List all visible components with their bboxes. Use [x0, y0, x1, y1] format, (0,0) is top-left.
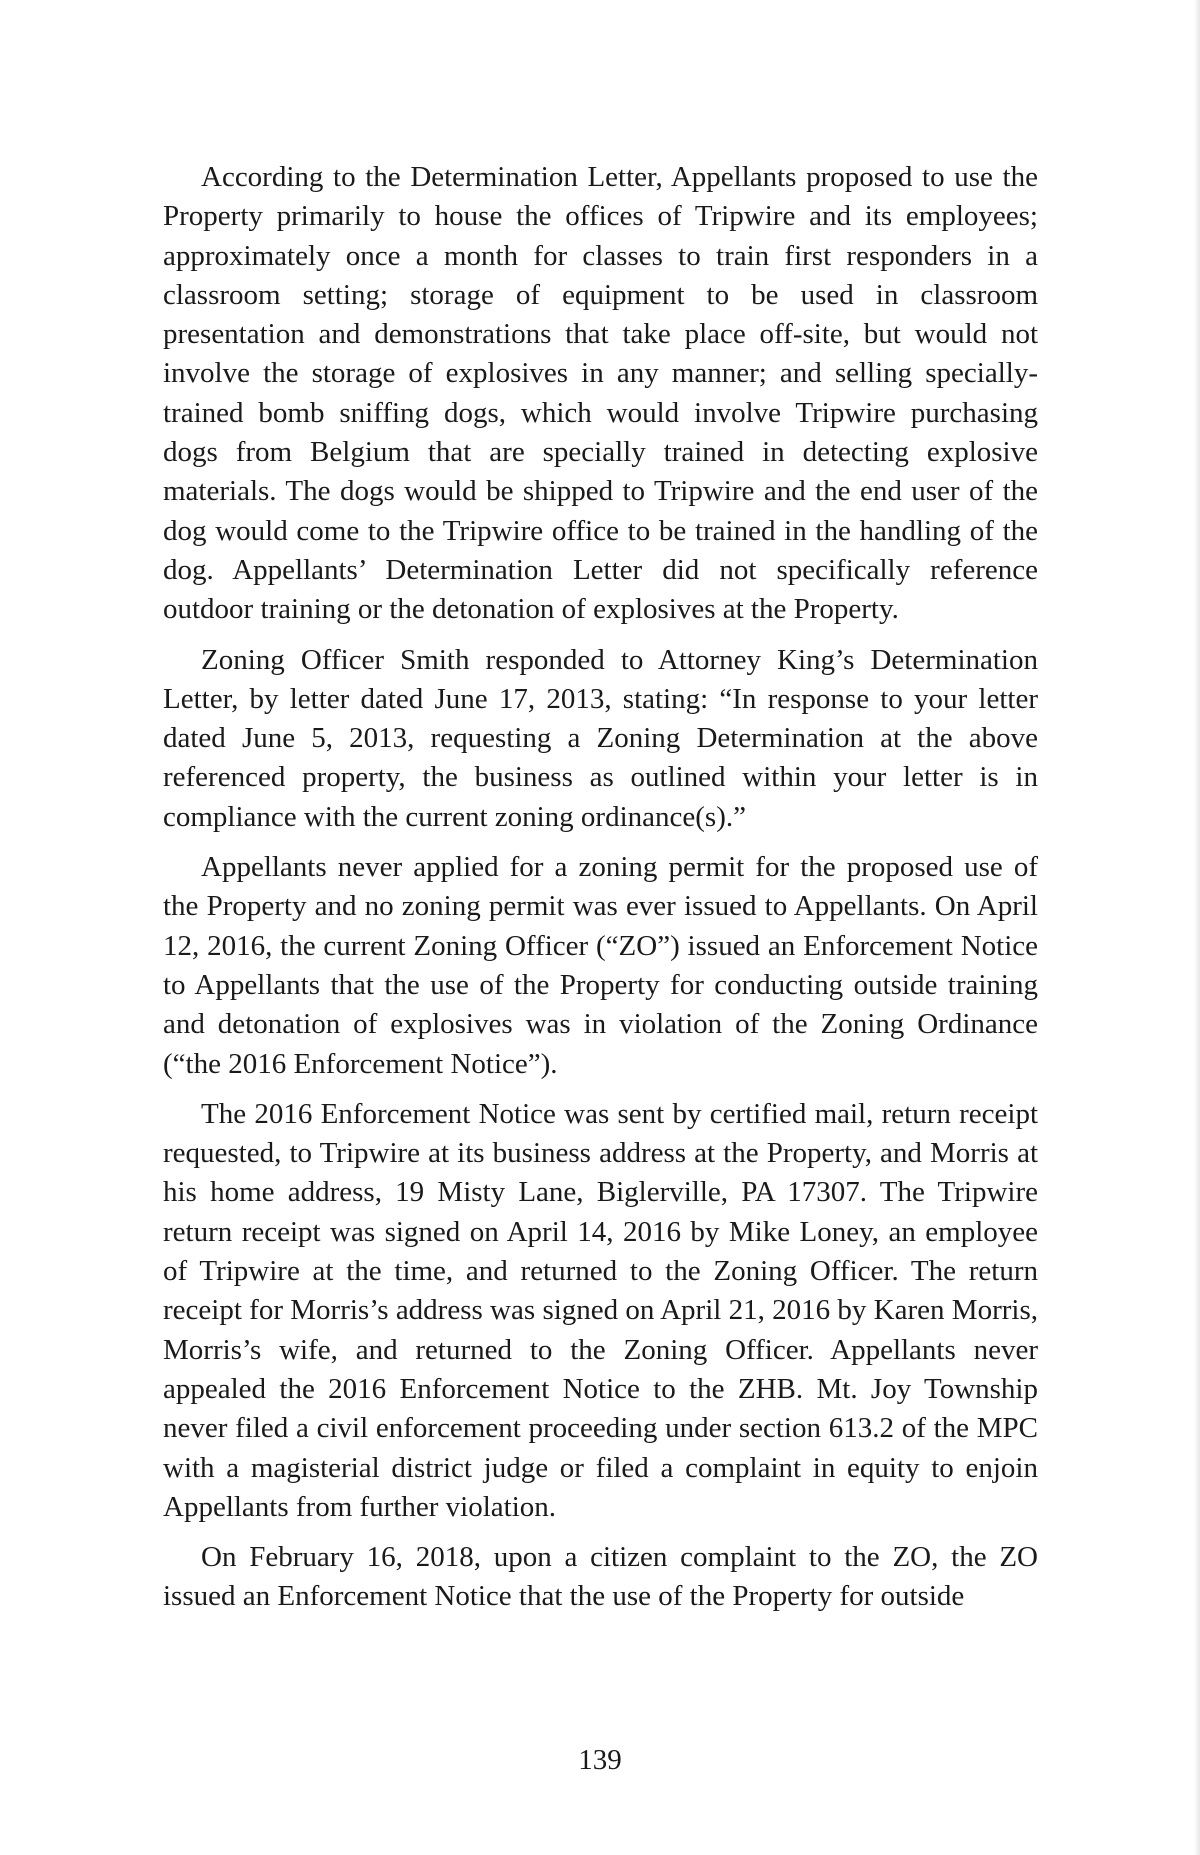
- paragraph-zoning-officer-response: Zoning Officer Smith responded to Attorney King’s Determination Letter, by letter dated June 17, 2013, stating: “In response to your letter dated June 5, 2013, requesting a Zoning Determination at the above referenced property, the business as outlined within your letter is in compliance with the current zoning ordinance(s).”: [163, 643, 1038, 833]
- paragraph-2018-enforcement-notice: On February 16, 2018, upon a citizen complaint to the ZO, the ZO issued an Enforcement Notice that the use of the Property for outside: [163, 1541, 1038, 1613]
- page-edge: [1194, 0, 1200, 1855]
- paragraph-certified-mail: The 2016 Enforcement Notice was sent by certified mail, return receipt requested, to Tripwire at its business address at the Property, and Morris at his home address, 19 Misty Lane, Biglerville, PA 17307. The Tripwire return receipt was signed on April 14, 2016 by Mike Loney, an employee of Tripwire at the time, and returned to the Zoning Officer. The return receipt for Morris’s address was signed on April 21, 2016 by Karen Morris, Morris’s wife, and returned to the Zoning Officer. Appellants never appealed the 2016 Enforcement Notice to the ZHB. Mt. Joy Township never filed a civil enforcement proceeding under section 613.2 of the MPC with a magisterial district judge or filed a complaint in equity to enjoin Appellants from further violation.: [163, 1097, 1038, 1523]
- document-body: [163, 158, 1038, 1628]
- paragraph-determination-letter: According to the Determination Letter, Appellants proposed to use the Property primarily to house the offices of Tripwire and its employees; approximately once a month for classes to train first responders in a classroom setting; storage of equipment to be used in classroom presentation and demonstrations that take place off-site, but would not involve the storage of explosives in any manner; and selling specially-trained bomb sniffing dogs, which would involve Tripwire purchasing dogs from Belgium that are specially trained in detecting explosive materials. The dogs would be shipped to Tripwire and the end user of the dog would come to the Tripwire office to be trained in the handling of the dog. Appellants’ Determination Letter did not specifically reference outdoor training or the detonation of explosives at the Property.: [163, 161, 1038, 626]
- page-number: 139: [578, 1744, 622, 1776]
- paragraph-2016-enforcement-notice: Appellants never applied for a zoning permit for the proposed use of the Property and no zoning permit was ever issued to Appellants. On April 12, 2016, the current Zoning Officer (“ZO”) issued an Enforcement Notice to Appellants that the use of the Property for conducting outside training and detonation of explosives was in violation of the Zoning Ordinance (“the 2016 Enforcement Notice”).: [163, 851, 1038, 1080]
